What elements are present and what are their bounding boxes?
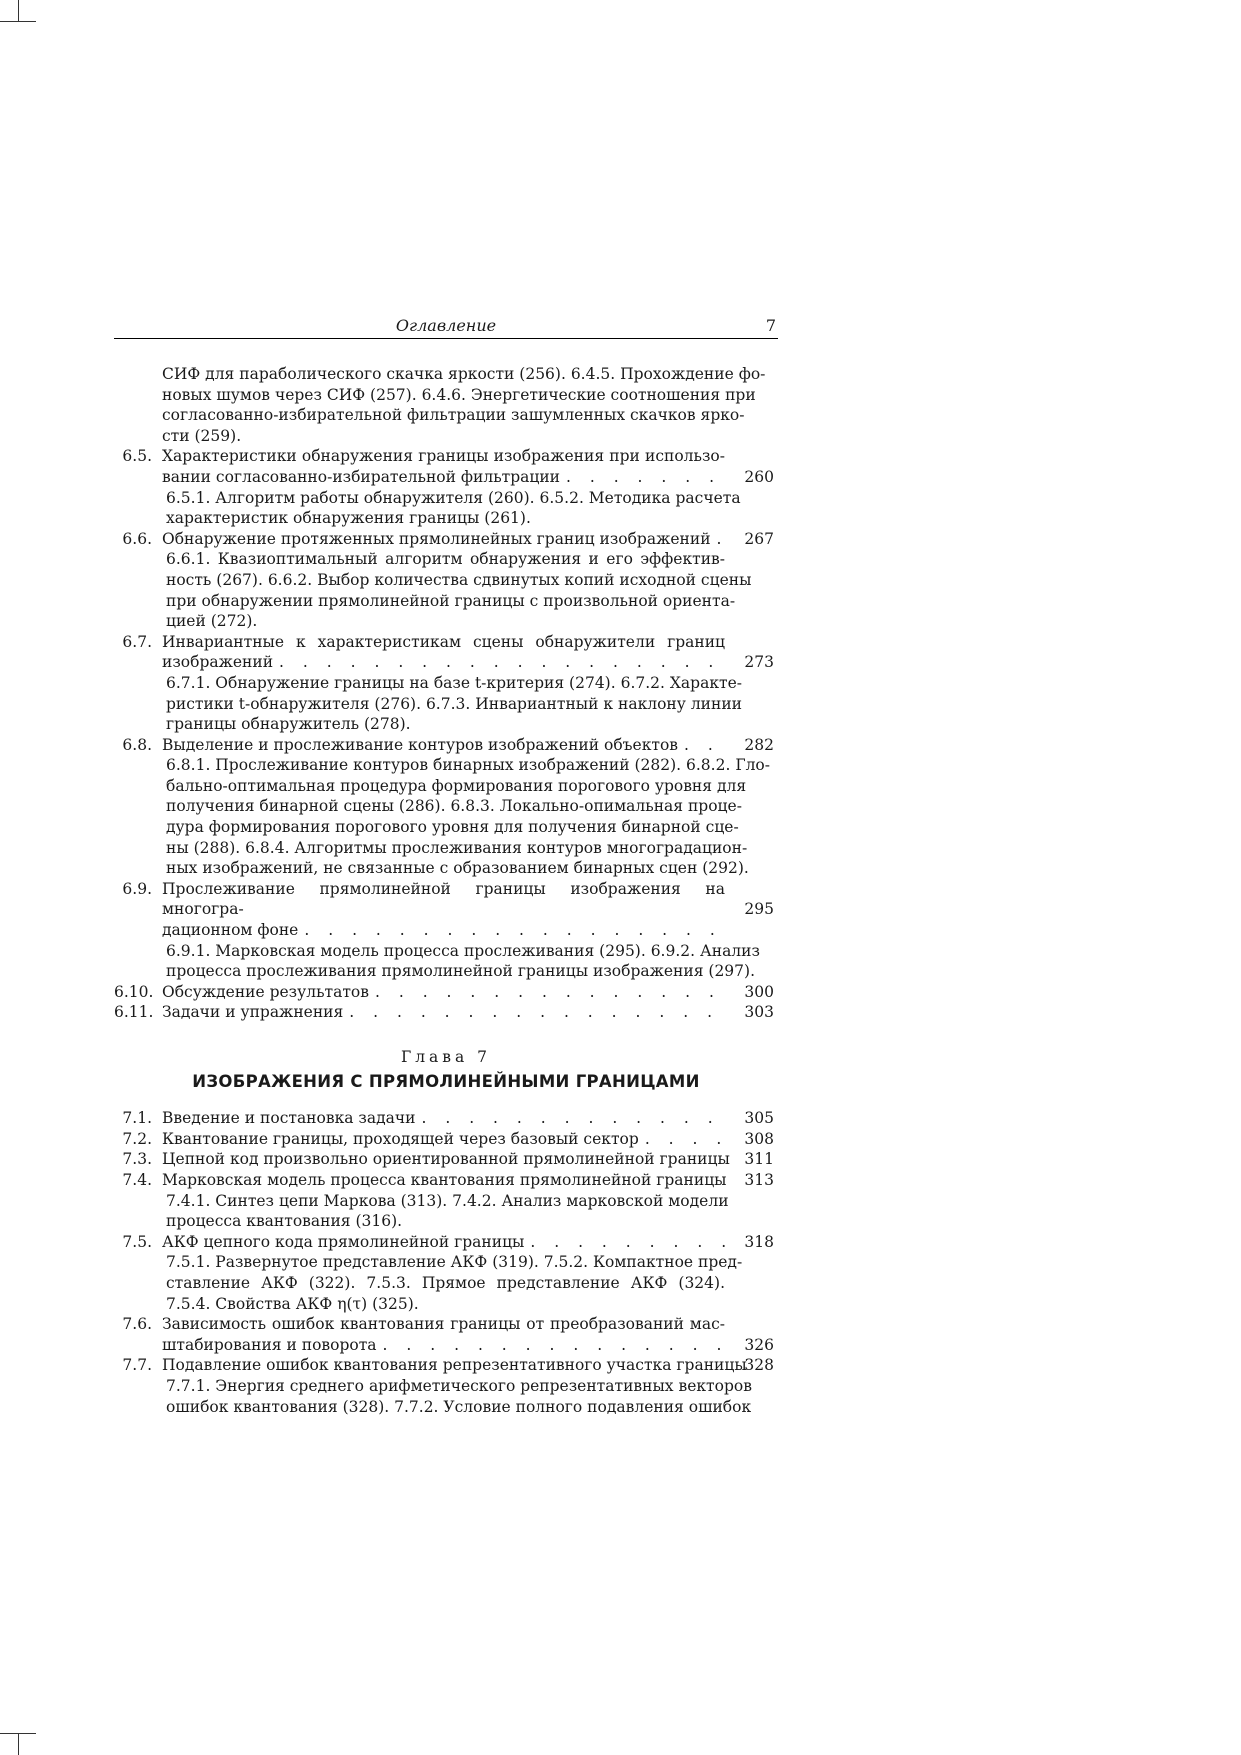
entry-title: Цепной код произвольно ориентированной прямолинейной границы xyxy=(162,1150,730,1169)
dot-leader xyxy=(711,529,725,550)
crop-mark-top-vertical xyxy=(18,0,19,22)
subsection-line: 6.7.1. Обнаружение границы на базе t-критерия (274). 6.7.2. Характе- xyxy=(166,673,742,692)
subsection-line: дура формирования порогового уровня для получения бинарной сце- xyxy=(166,818,739,837)
entry-title: АКФ цепного кода прямолинейной границы xyxy=(162,1232,525,1251)
entry-subsections xyxy=(162,488,741,529)
entry-page: 313 xyxy=(744,1170,774,1189)
entry-number: 6.7. xyxy=(122,632,152,651)
entry-number: 7.1. xyxy=(122,1109,152,1128)
subsection-line: 7.4.1. Синтез цепи Маркова (313). 7.4.2. Анализ марковской модели xyxy=(166,1191,729,1210)
entry-page: 260 xyxy=(744,467,774,486)
continuation-line: согласованно-избирательной фильтрации зашумленных скачков ярко- xyxy=(162,406,745,425)
subsection-line: ставление АКФ (322). 7.5.3. Прямое представление АКФ (324). xyxy=(166,1273,725,1292)
entry-title: Характеристики обнаружения границы изображения при использо- xyxy=(162,447,725,466)
chapter-title: ИЗОБРАЖЕНИЯ С ПРЯМОЛИНЕЙНЫМИ ГРАНИЦАМИ xyxy=(192,1071,700,1091)
subsection-line: 7.5.4. Свойства АКФ η(τ) (325). xyxy=(166,1294,419,1313)
entry-title: изображений xyxy=(162,653,274,672)
entry-body xyxy=(162,1129,725,1150)
subsection-line: ных изображений, не связанные с образованием бинарных сцен (292). xyxy=(166,859,749,878)
subsection-line: ристики t-обнаружителя (276). 6.7.3. Инвариантный к наклону линии xyxy=(166,694,742,713)
entry-title: Выделение и прослеживание контуров изображений объектов xyxy=(162,735,679,754)
entry-page: 295 xyxy=(744,900,774,919)
entry-page: 300 xyxy=(744,982,774,1001)
entry-title: Прослеживание прямолинейной границы изображения на многогра- xyxy=(162,879,725,919)
entry-body xyxy=(162,1002,725,1023)
subsection-line: ошибок квантования (328). 7.7.2. Условие полного подавления ошибок xyxy=(166,1397,752,1416)
toc-entry[interactable] xyxy=(114,982,778,1003)
entry-body xyxy=(162,1170,729,1232)
chapter7-entries xyxy=(114,1108,778,1417)
toc-entry[interactable] xyxy=(114,632,778,735)
dot-leader xyxy=(639,1129,725,1150)
entry-title: Обнаружение протяженных прямолинейных границ изображений xyxy=(162,529,711,548)
entry-number: 7.3. xyxy=(122,1150,152,1169)
entry-title: Квантование границы, проходящей через базовый сектор xyxy=(162,1129,639,1148)
entry-body xyxy=(162,1108,725,1129)
subsection-line: 6.5.1. Алгоритм работы обнаружителя (260). 6.5.2. Методика расчета xyxy=(166,488,741,507)
subsection-line: границы обнаружитель (278). xyxy=(166,715,411,734)
entry-page: 282 xyxy=(744,735,774,754)
subsection-line: 7.7.1. Энергия среднего арифметического репрезентативных векторов xyxy=(166,1376,752,1395)
page-number: 7 xyxy=(765,316,776,335)
subsection-line: 6.6.1. Квазиоптимальный алгоритм обнаружения и его эффектив- xyxy=(166,550,725,569)
subsection-line: процесса прослеживания прямолинейной границы изображения (297). xyxy=(166,962,756,981)
subsection-line: характеристик обнаружения границы (261). xyxy=(166,509,531,528)
chapter-label: Глава 7 xyxy=(400,1048,492,1066)
dot-leader xyxy=(273,652,725,673)
subsection-line: 6.8.1. Прослеживание контуров бинарных изображений (282). 6.8.2. Гло- xyxy=(166,756,770,775)
toc-entry[interactable] xyxy=(114,879,778,982)
entry-number: 7.5. xyxy=(122,1232,152,1251)
entry-body xyxy=(162,632,742,735)
entry-page: 311 xyxy=(744,1150,774,1169)
toc-entry[interactable] xyxy=(114,529,778,632)
subsection-line: бально-оптимальная процедура формирования порогового уровня для xyxy=(166,776,747,795)
continuation-line: сти (259). xyxy=(162,426,242,445)
toc-entry[interactable] xyxy=(114,1232,778,1314)
toc-entry[interactable] xyxy=(114,1108,778,1129)
crop-mark-bottom-vertical xyxy=(18,1733,19,1755)
entry-title: Марковская модель процесса квантования прямолинейной границы xyxy=(162,1170,727,1189)
entry-number: 7.4. xyxy=(122,1170,152,1189)
entry-number: 7.6. xyxy=(122,1315,152,1334)
toc-entry[interactable] xyxy=(114,446,778,528)
entry-title: Подавление ошибок квантования репрезентативного участка границы xyxy=(162,1356,747,1375)
continuation-line: новых шумов через СИФ (257). 6.4.6. Энергетические соотношения при xyxy=(162,385,756,404)
dot-leader xyxy=(678,735,725,756)
entry-title: Зависимость ошибок квантования границы от преобразований мас- xyxy=(162,1315,725,1334)
entry-body xyxy=(162,1232,743,1314)
toc-entry[interactable] xyxy=(114,1149,778,1170)
entry-title: Введение и постановка задачи xyxy=(162,1109,416,1128)
entry-page: 326 xyxy=(744,1335,774,1354)
entry-subsections xyxy=(162,549,752,631)
entry-subsections xyxy=(162,755,770,879)
chapter6-entries xyxy=(114,446,778,1023)
entry-page: 308 xyxy=(744,1129,774,1148)
table-of-contents xyxy=(114,364,778,1417)
entry-number: 6.5. xyxy=(122,447,152,466)
entry-number: 6.11. xyxy=(114,1003,154,1022)
entry-subsections xyxy=(162,941,760,982)
running-title: Оглавление xyxy=(395,316,497,335)
toc-entry[interactable] xyxy=(114,735,778,879)
subsection-line: 6.9.1. Марковская модель процесса прослеживания (295). 6.9.2. Анализ xyxy=(166,941,760,960)
entry-number: 6.6. xyxy=(122,529,152,548)
entry-page: 273 xyxy=(744,653,774,672)
dot-leader xyxy=(524,1232,725,1253)
entry-body xyxy=(162,1314,725,1355)
entry-title: Задачи и упражнения xyxy=(162,1003,344,1022)
entry-body xyxy=(162,529,752,632)
toc-entry[interactable] xyxy=(114,1170,778,1232)
subsection-line: 7.5.1. Развернутое представление АКФ (319). 7.5.2. Компактное пред- xyxy=(166,1253,743,1272)
entry-title: штабирования и поворота xyxy=(162,1335,377,1354)
entry-number: 7.2. xyxy=(122,1129,152,1148)
entry-subsections xyxy=(162,673,742,735)
entry-title: дационном фоне xyxy=(162,921,299,940)
entry-body xyxy=(162,1149,730,1170)
toc-entry[interactable] xyxy=(114,1355,778,1417)
dot-leader xyxy=(560,467,725,488)
continuation-text xyxy=(114,364,766,446)
dot-leader xyxy=(369,982,725,1003)
subsection-line: ность (267). 6.6.2. Выбор количества сдвинутых копий исходной сцены xyxy=(166,570,752,589)
subsection-line: процесса квантования (316). xyxy=(166,1212,403,1231)
continuation-line: СИФ для параболического скачка яркости (256). 6.4.5. Прохождение фо- xyxy=(162,365,766,383)
entry-body xyxy=(162,879,760,982)
entry-body xyxy=(162,446,741,528)
entry-body xyxy=(162,982,725,1003)
entry-page: 318 xyxy=(744,1232,774,1251)
toc-entry[interactable] xyxy=(114,1314,778,1355)
entry-body xyxy=(162,735,770,879)
crop-mark-top-horizontal xyxy=(0,21,36,22)
header-rule xyxy=(114,338,778,339)
entry-subsections xyxy=(162,1376,752,1417)
dot-leader xyxy=(416,1108,726,1129)
entry-subsections xyxy=(162,1191,729,1232)
subsection-line: цией (272). xyxy=(166,612,258,631)
subsection-line: ны (288). 6.8.4. Алгоритмы прослеживания контуров многоградацион- xyxy=(166,838,748,857)
entry-number: 6.10. xyxy=(114,982,154,1001)
entry-page: 305 xyxy=(744,1109,774,1128)
toc-entry[interactable] xyxy=(114,1129,778,1150)
subsection-line: получения бинарной сцены (286). 6.8.3. Локально-опимальная проце- xyxy=(166,797,742,816)
entry-number: 6.9. xyxy=(122,879,152,898)
entry-title: Инвариантные к характеристикам сцены обнаружители границ xyxy=(162,632,725,651)
entry-body xyxy=(162,1355,752,1417)
running-header xyxy=(114,314,778,338)
subsection-line: при обнаружении прямолинейной границы с произвольной ориента- xyxy=(166,591,736,610)
entry-subsections xyxy=(162,1252,743,1314)
entry-title: Обсуждение результатов xyxy=(162,982,369,1001)
dot-leader xyxy=(377,1335,725,1356)
entry-title: вании согласованно-избирательной фильтрации xyxy=(162,467,560,486)
dot-leader xyxy=(343,1002,725,1023)
toc-entry[interactable] xyxy=(114,1002,778,1023)
entry-number: 7.7. xyxy=(122,1356,152,1375)
entry-page: 267 xyxy=(744,529,774,548)
entry-number: 6.8. xyxy=(122,735,152,754)
entry-page: 303 xyxy=(744,1003,774,1022)
entry-page: 328 xyxy=(744,1356,774,1375)
dot-leader xyxy=(298,920,725,941)
